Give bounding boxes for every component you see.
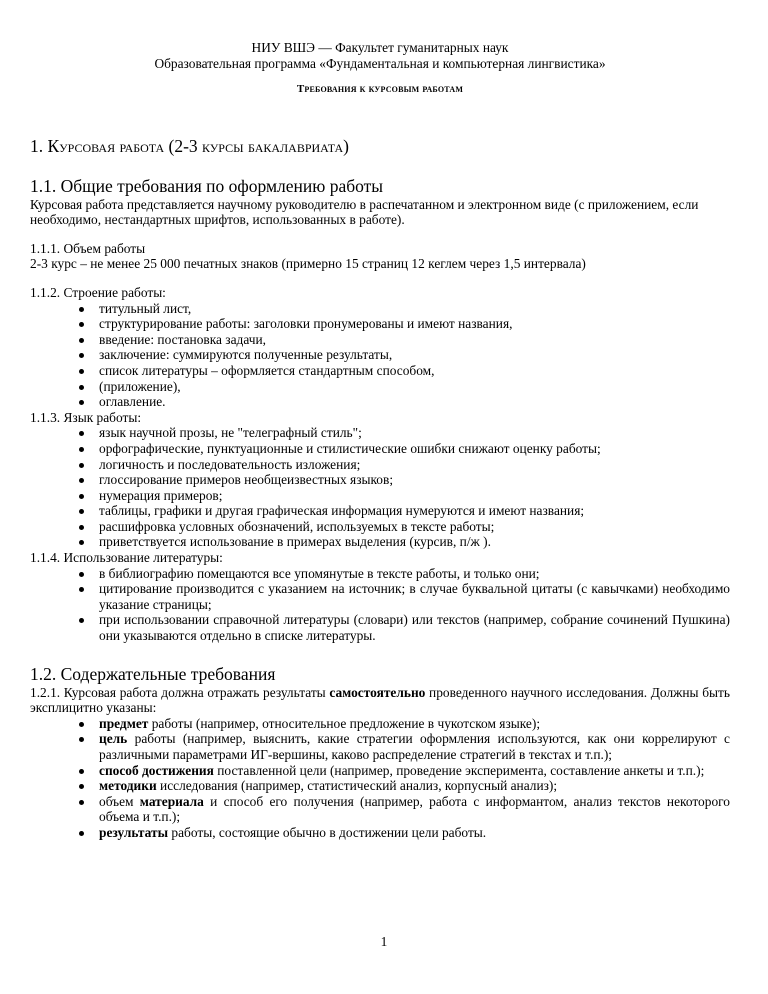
item-text: работы, состоящие обычно в достижении цели работы. xyxy=(168,824,487,840)
language-list xyxy=(30,425,730,550)
section-1-1-heading: 1.1. Общие требования по оформлению работы xyxy=(30,175,384,196)
list-item xyxy=(30,716,730,732)
list-item: орфографические, пунктуационные и стилистические ошибки снижают оценку работы; xyxy=(30,441,730,457)
content-requirements-list xyxy=(30,716,730,841)
section-1-heading: 1. Курсовая работа (2-3 курсы бакалавриата) xyxy=(30,135,350,156)
list-item xyxy=(30,825,730,841)
item-term: материала xyxy=(139,793,204,809)
list-item: глоссирование примеров необщеизвестных языков; xyxy=(30,472,730,488)
list-item: язык научной прозы, не "телеграфный стиль"; xyxy=(30,425,730,441)
item-text: работы (например, выяснить, какие стратегии оформления используются, как они коррелируют с различными параметрами ИГ-вершины, каково распределение стратегий в текстах и т.п.); xyxy=(99,731,730,762)
section-1-1-2-heading: 1.1.2. Строение работы: xyxy=(30,284,166,300)
section-1-1-1-text: 2-3 курс – не менее 25 000 печатных знаков (примерно 15 страниц 12 кеглем через 1,5 интервала) xyxy=(30,256,586,272)
item-text: поставленной цели (например, проведение эксперимента, составление анкеты и т.п.); xyxy=(213,762,705,778)
list-item: нумерация примеров; xyxy=(30,488,730,504)
item-text: и способ его получения (например, работа с информантом, анализ текстов некоторого объема и т.п.); xyxy=(99,793,730,825)
section-1-1-3-heading: 1.1.3. Язык работы: xyxy=(30,409,142,425)
section-1-1-1-heading: 1.1.1. Объем работы xyxy=(30,240,146,256)
list-item: расшифровка условных обозначений, используемых в тексте работы; xyxy=(30,519,730,535)
list-item: в библиографию помещаются все упомянутые в тексте работы, и только они; xyxy=(30,566,730,582)
list-item: цитирование производится с указанием на источник; в случае буквальной цитаты (с кавычками) необходимо указание страницы; xyxy=(30,581,730,612)
list-item xyxy=(30,794,730,825)
list-item: (приложение), xyxy=(30,379,730,395)
section-1-1-text: Курсовая работа представляется научному руководителю в распечатанном и электронном виде (с приложением, если необходимо, нестандартных шрифтов, использованных в работе). xyxy=(30,196,699,228)
item-text: исследования (например, статистический анализ, корпусный анализ); xyxy=(156,778,558,794)
structure-list xyxy=(30,301,730,410)
item-term: результаты xyxy=(99,824,169,840)
list-item: титульный лист, xyxy=(30,301,730,317)
list-item xyxy=(30,731,730,762)
list-item: структурирование работы: заголовки пронумерованы и имеют названия, xyxy=(30,316,730,332)
list-item: при использовании справочной литературы (словари) или текстов (например, собрание сочинений Пушкина) они указываются отдельно в списке литературы. xyxy=(30,612,730,643)
section-1-1-4-heading: 1.1.4. Использование литературы: xyxy=(30,550,223,566)
literature-list xyxy=(30,566,730,644)
item-prefix: объем xyxy=(99,793,140,809)
item-term: методики xyxy=(99,778,157,794)
list-item: приветствуется использование в примерах выделения (курсив, п/ж ). xyxy=(30,534,730,550)
item-term: способ достижения xyxy=(99,762,214,778)
document-page xyxy=(30,40,730,841)
item-term: предмет xyxy=(99,715,149,731)
list-item xyxy=(30,763,730,779)
document-title: Требования к курсовым работам xyxy=(296,83,464,95)
list-item: логичность и последовательность изложения; xyxy=(30,457,730,473)
list-item: введение: постановка задачи, xyxy=(30,332,730,348)
item-text: работы (например, относительное предложение в чукотском языке); xyxy=(148,715,541,731)
intro-text: 1.2.1. Курсовая работа должна отражать результаты xyxy=(30,684,330,700)
section-1-2-1-text xyxy=(30,685,730,716)
intro-emphasis: самостоятельно xyxy=(329,684,426,700)
section-1-2-heading: 1.2. Содержательные требования xyxy=(30,663,276,684)
page-number: 1 xyxy=(380,934,388,949)
header-line-program: Образовательная программа «Фундаментальная и компьютерная лингвистика» xyxy=(154,56,606,71)
intro-text-rest: проведенного научного исследования. Должны быть эксплицитно указаны: xyxy=(30,684,730,716)
item-term: цель xyxy=(99,731,128,747)
list-item xyxy=(30,778,730,794)
list-item: оглавление. xyxy=(30,394,730,410)
header-line-university: НИУ ВШЭ — Факультет гуманитарных наук xyxy=(251,40,509,55)
list-item: заключение: суммируются полученные результаты, xyxy=(30,347,730,363)
list-item: таблицы, графики и другая графическая информация нумеруются и имеют названия; xyxy=(30,503,730,519)
list-item: список литературы – оформляется стандартным способом, xyxy=(30,363,730,379)
